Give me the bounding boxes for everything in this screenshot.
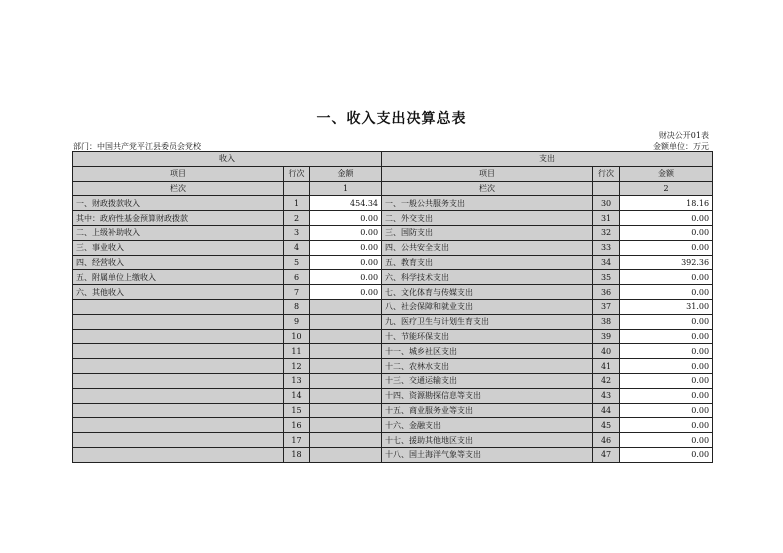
income-row-number-cell: 12: [284, 359, 310, 374]
expense-row-blank: [593, 181, 620, 196]
department-label: 部门：中国共产党平江县委员会党校: [73, 142, 201, 151]
income-amount-cell: [310, 299, 382, 314]
expense-lanci-label: 栏次: [382, 181, 593, 196]
amount-unit-label: 金额单位：万元: [653, 142, 709, 151]
income-item-cell: [73, 329, 284, 344]
expense-amount-cell: 0.00: [620, 211, 713, 226]
expense-amount-cell: 0.00: [620, 314, 713, 329]
table-row: [73, 240, 713, 255]
table-row: [73, 314, 713, 329]
expense-row-number-cell: 45: [593, 418, 620, 433]
income-row-number-cell: 8: [284, 299, 310, 314]
expense-amount-cell: 0.00: [620, 225, 713, 240]
expense-amount-cell: 0.00: [620, 403, 713, 418]
expense-row-number-cell: 40: [593, 344, 620, 359]
income-item-cell: [73, 344, 284, 359]
expense-amount-header: 金额: [620, 166, 713, 181]
table-row: [73, 211, 713, 226]
income-amount-cell: 0.00: [310, 255, 382, 270]
expense-amount-cell: 392.36: [620, 255, 713, 270]
income-row-blank: [284, 181, 310, 196]
table-row: [73, 373, 713, 388]
expense-row-number-cell: 31: [593, 211, 620, 226]
expense-item-cell: 十、节能环保支出: [382, 329, 593, 344]
expense-row-number-cell: 41: [593, 359, 620, 374]
page-title: 一、收入支出决算总表: [316, 111, 467, 127]
income-amount-cell: [310, 344, 382, 359]
income-row-number-cell: 3: [284, 225, 310, 240]
table-column-number-row: [73, 181, 713, 196]
income-lanci-label: 栏次: [73, 181, 284, 196]
expense-amount-cell: 0.00: [620, 270, 713, 285]
expense-amount-cell: 0.00: [620, 344, 713, 359]
expense-amount-cell: 18.16: [620, 196, 713, 211]
table-row: [73, 344, 713, 359]
income-section-header: 收入: [73, 152, 382, 167]
expense-item-cell: 九、医疗卫生与计划生育支出: [382, 314, 593, 329]
income-amount-cell: 0.00: [310, 285, 382, 300]
expense-item-cell: 十六、金融支出: [382, 418, 593, 433]
income-amount-cell: [310, 403, 382, 418]
income-amount-cell: [310, 314, 382, 329]
income-row-number-cell: 16: [284, 418, 310, 433]
expense-row-number-cell: 44: [593, 403, 620, 418]
expense-amount-cell: 0.00: [620, 359, 713, 374]
income-item-cell: 四、经营收入: [73, 255, 284, 270]
expense-section-header: 支出: [382, 152, 713, 167]
income-item-cell: 一、财政拨款收入: [73, 196, 284, 211]
income-amount-cell: 0.00: [310, 211, 382, 226]
table-section-header-row: [73, 152, 713, 167]
income-amount-cell: [310, 433, 382, 448]
table-row: [73, 255, 713, 270]
income-item-cell: 三、事业收入: [73, 240, 284, 255]
expense-row-number-cell: 33: [593, 240, 620, 255]
income-item-cell: [73, 314, 284, 329]
table-row: [73, 403, 713, 418]
income-amount-header: 金额: [310, 166, 382, 181]
income-amount-cell: [310, 447, 382, 462]
table-column-header-row: [73, 166, 713, 181]
expense-row-number-cell: 34: [593, 255, 620, 270]
expense-amount-cell: 0.00: [620, 433, 713, 448]
table-row: [73, 359, 713, 374]
income-item-cell: [73, 433, 284, 448]
expense-item-cell: 十一、城乡社区支出: [382, 344, 593, 359]
income-item-cell: [73, 418, 284, 433]
expense-item-header: 项目: [382, 166, 593, 181]
income-row-number-cell: 9: [284, 314, 310, 329]
expense-row-number-cell: 36: [593, 285, 620, 300]
income-row-number-cell: 18: [284, 447, 310, 462]
income-row-number-cell: 7: [284, 285, 310, 300]
document-number: 财决公开01表: [658, 131, 709, 140]
table-row: [73, 270, 713, 285]
income-expense-table: [72, 151, 713, 463]
expense-amount-cell: 0.00: [620, 285, 713, 300]
income-row-number-cell: 6: [284, 270, 310, 285]
expense-row-number-cell: 35: [593, 270, 620, 285]
income-item-cell: [73, 447, 284, 462]
expense-item-cell: 二、外交支出: [382, 211, 593, 226]
expense-item-cell: 十四、资源勘探信息等支出: [382, 388, 593, 403]
expense-item-cell: 一、一般公共服务支出: [382, 196, 593, 211]
expense-row-number-cell: 47: [593, 447, 620, 462]
table-row: [73, 388, 713, 403]
expense-item-cell: 十八、国土海洋气象等支出: [382, 447, 593, 462]
income-amount-cell: [310, 359, 382, 374]
expense-item-cell: 十五、商业服务业等支出: [382, 403, 593, 418]
expense-row-number-cell: 32: [593, 225, 620, 240]
income-row-number-cell: 11: [284, 344, 310, 359]
table-row: [73, 285, 713, 300]
income-item-cell: 二、上级补助收入: [73, 225, 284, 240]
expense-row-number-cell: 42: [593, 373, 620, 388]
income-row-number-cell: 13: [284, 373, 310, 388]
income-row-number-cell: 10: [284, 329, 310, 344]
expense-row-header: 行次: [593, 166, 620, 181]
table-row: [73, 418, 713, 433]
table-row: [73, 299, 713, 314]
expense-amount-cell: 31.00: [620, 299, 713, 314]
expense-item-cell: 三、国防支出: [382, 225, 593, 240]
expense-row-number-cell: 37: [593, 299, 620, 314]
income-item-cell: [73, 403, 284, 418]
income-amount-cell: 454.34: [310, 196, 382, 211]
expense-row-number-cell: 43: [593, 388, 620, 403]
expense-row-number-cell: 46: [593, 433, 620, 448]
expense-item-cell: 六、科学技术支出: [382, 270, 593, 285]
income-amount-cell: 0.00: [310, 225, 382, 240]
income-item-cell: [73, 373, 284, 388]
income-amount-cell: [310, 418, 382, 433]
expense-row-number-cell: 38: [593, 314, 620, 329]
expense-item-cell: 十七、援助其他地区支出: [382, 433, 593, 448]
income-row-number-cell: 1: [284, 196, 310, 211]
expense-item-cell: 八、社会保障和就业支出: [382, 299, 593, 314]
expense-amount-cell: 0.00: [620, 388, 713, 403]
income-item-cell: [73, 359, 284, 374]
expense-item-cell: 十二、农林水支出: [382, 359, 593, 374]
income-row-number-cell: 15: [284, 403, 310, 418]
income-column-number: 1: [310, 181, 382, 196]
income-row-number-cell: 4: [284, 240, 310, 255]
income-amount-cell: [310, 373, 382, 388]
expense-amount-cell: 0.00: [620, 418, 713, 433]
expense-item-cell: 七、文化体育与传媒支出: [382, 285, 593, 300]
income-amount-cell: 0.00: [310, 270, 382, 285]
income-item-cell: 六、其他收入: [73, 285, 284, 300]
table-row: [73, 196, 713, 211]
income-row-number-cell: 5: [284, 255, 310, 270]
income-item-cell: 其中：政府性基金预算财政拨款: [73, 211, 284, 226]
expense-column-number: 2: [620, 181, 713, 196]
income-amount-cell: 0.00: [310, 240, 382, 255]
expense-item-cell: 四、公共安全支出: [382, 240, 593, 255]
table-row: [73, 447, 713, 462]
expense-item-cell: 十三、交通运输支出: [382, 373, 593, 388]
expense-amount-cell: 0.00: [620, 373, 713, 388]
table-row: [73, 433, 713, 448]
income-row-header: 行次: [284, 166, 310, 181]
income-amount-cell: [310, 329, 382, 344]
income-item-cell: 五、附属单位上缴收入: [73, 270, 284, 285]
income-amount-cell: [310, 388, 382, 403]
income-item-cell: [73, 388, 284, 403]
expense-amount-cell: 0.00: [620, 329, 713, 344]
income-row-number-cell: 14: [284, 388, 310, 403]
expense-item-cell: 五、教育支出: [382, 255, 593, 270]
table-row: [73, 225, 713, 240]
expense-amount-cell: 0.00: [620, 447, 713, 462]
expense-row-number-cell: 30: [593, 196, 620, 211]
income-item-header: 项目: [73, 166, 284, 181]
income-row-number-cell: 2: [284, 211, 310, 226]
table-row: [73, 329, 713, 344]
income-item-cell: [73, 299, 284, 314]
expense-row-number-cell: 39: [593, 329, 620, 344]
expense-amount-cell: 0.00: [620, 240, 713, 255]
income-row-number-cell: 17: [284, 433, 310, 448]
